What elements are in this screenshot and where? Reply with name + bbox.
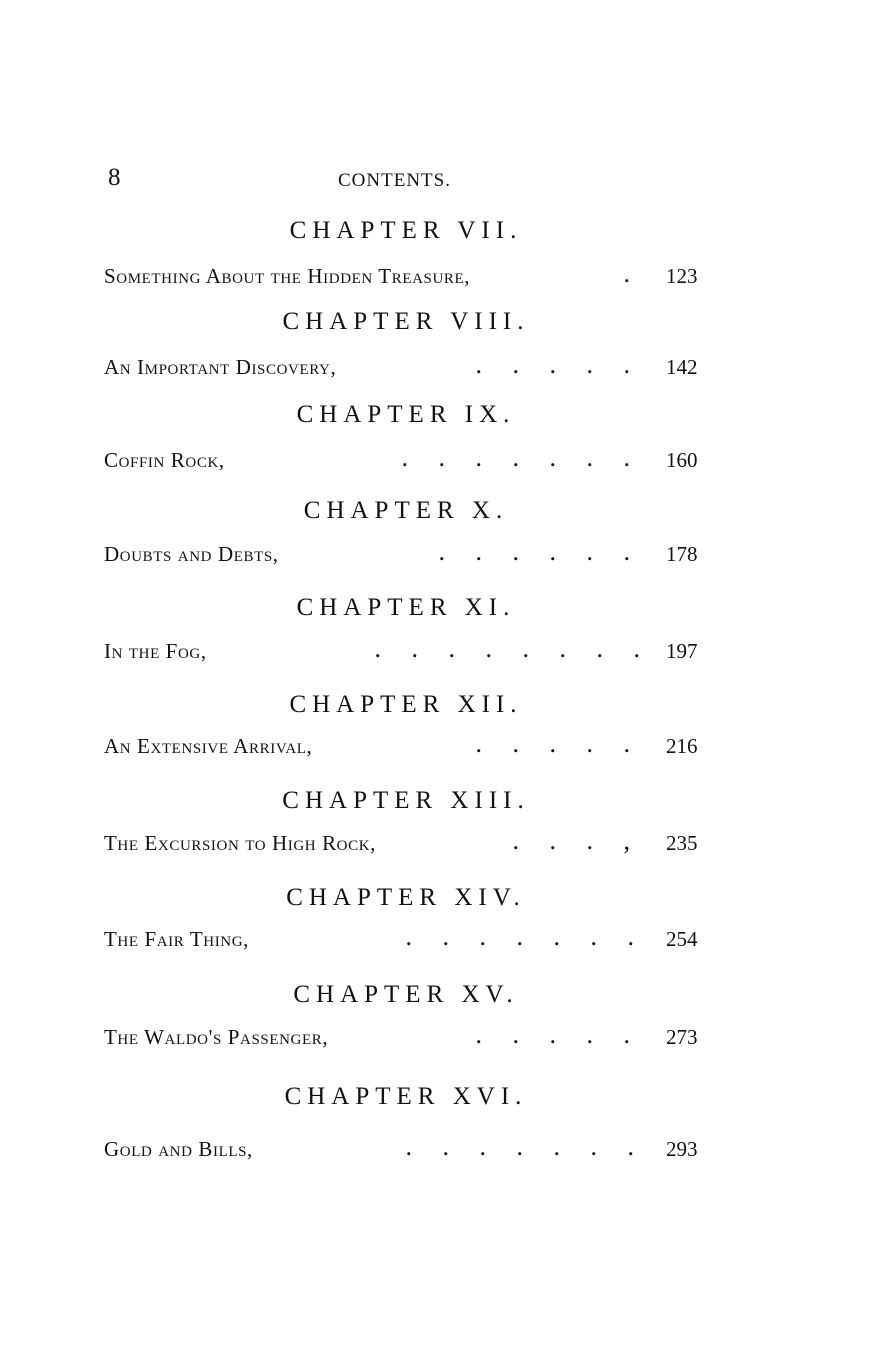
chapter-heading: CHAPTER VIII.	[282, 308, 530, 335]
dot-leaders: . . . . . . .	[405, 924, 646, 950]
contents-entry	[0, 830, 883, 860]
chapter-page-number: 160	[666, 448, 698, 472]
chapter-title: An Important Discovery,	[104, 355, 337, 379]
chapter-heading: CHAPTER XIII.	[282, 787, 530, 814]
chapter-title: The Waldo's Passenger,	[104, 1025, 329, 1049]
chapter-page-number: 235	[666, 831, 698, 855]
chapter-page-number: 123	[666, 264, 698, 288]
chapter-title: The Fair Thing,	[104, 927, 250, 951]
chapter-heading: CHAPTER XII.	[289, 691, 523, 718]
dot-leaders: . . . . .	[475, 1022, 642, 1048]
contents-entry	[0, 541, 883, 571]
running-head: CONTENTS.	[338, 170, 451, 191]
dot-leaders: . . . ,	[512, 828, 642, 854]
dot-leaders: .	[623, 261, 642, 287]
dot-leaders: . . . . . . .	[405, 1134, 646, 1160]
contents-entry	[0, 638, 883, 668]
chapter-title: Doubts and Debts,	[104, 542, 279, 566]
contents-entry	[0, 1136, 883, 1166]
chapter-heading: CHAPTER XI.	[296, 594, 516, 621]
chapter-page-number: 216	[666, 734, 698, 758]
chapter-title: The Excursion to High Rock,	[104, 831, 377, 855]
dot-leaders: . . . . .	[475, 352, 642, 378]
chapter-page-number: 178	[666, 542, 698, 566]
dot-leaders: . . . . . .	[438, 539, 642, 565]
dot-leaders: . . . . .	[475, 731, 642, 757]
dot-leaders: . . . . . . .	[401, 445, 642, 471]
chapter-page-number: 293	[666, 1137, 698, 1161]
contents-entry	[0, 733, 883, 763]
chapter-page-number: 273	[666, 1025, 698, 1049]
contents-entry	[0, 354, 883, 384]
chapter-heading: CHAPTER VII.	[289, 217, 523, 244]
contents-entry	[0, 447, 883, 477]
chapter-title: Coffin Rock,	[104, 448, 225, 472]
chapter-page-number: 197	[666, 639, 698, 663]
chapter-title: In the Fog,	[104, 639, 207, 663]
contents-entry	[0, 1024, 883, 1054]
chapter-title: An Extensive Arrival,	[104, 734, 313, 758]
chapter-heading: CHAPTER XV.	[293, 981, 519, 1008]
chapter-heading: CHAPTER IX.	[296, 401, 516, 428]
chapter-heading: CHAPTER XVI.	[284, 1083, 528, 1110]
contents-entry	[0, 926, 883, 956]
chapter-title: Something About the Hidden Treasure,	[104, 264, 471, 288]
chapter-title: Gold and Bills,	[104, 1137, 253, 1161]
dot-leaders: . . . . . . . .	[374, 636, 652, 662]
contents-entry	[0, 263, 883, 293]
chapter-heading: CHAPTER X.	[303, 497, 509, 524]
chapter-heading: CHAPTER XIV.	[286, 884, 526, 911]
chapter-page-number: 254	[666, 927, 698, 951]
page-number: 8	[108, 164, 121, 191]
chapter-page-number: 142	[666, 355, 698, 379]
